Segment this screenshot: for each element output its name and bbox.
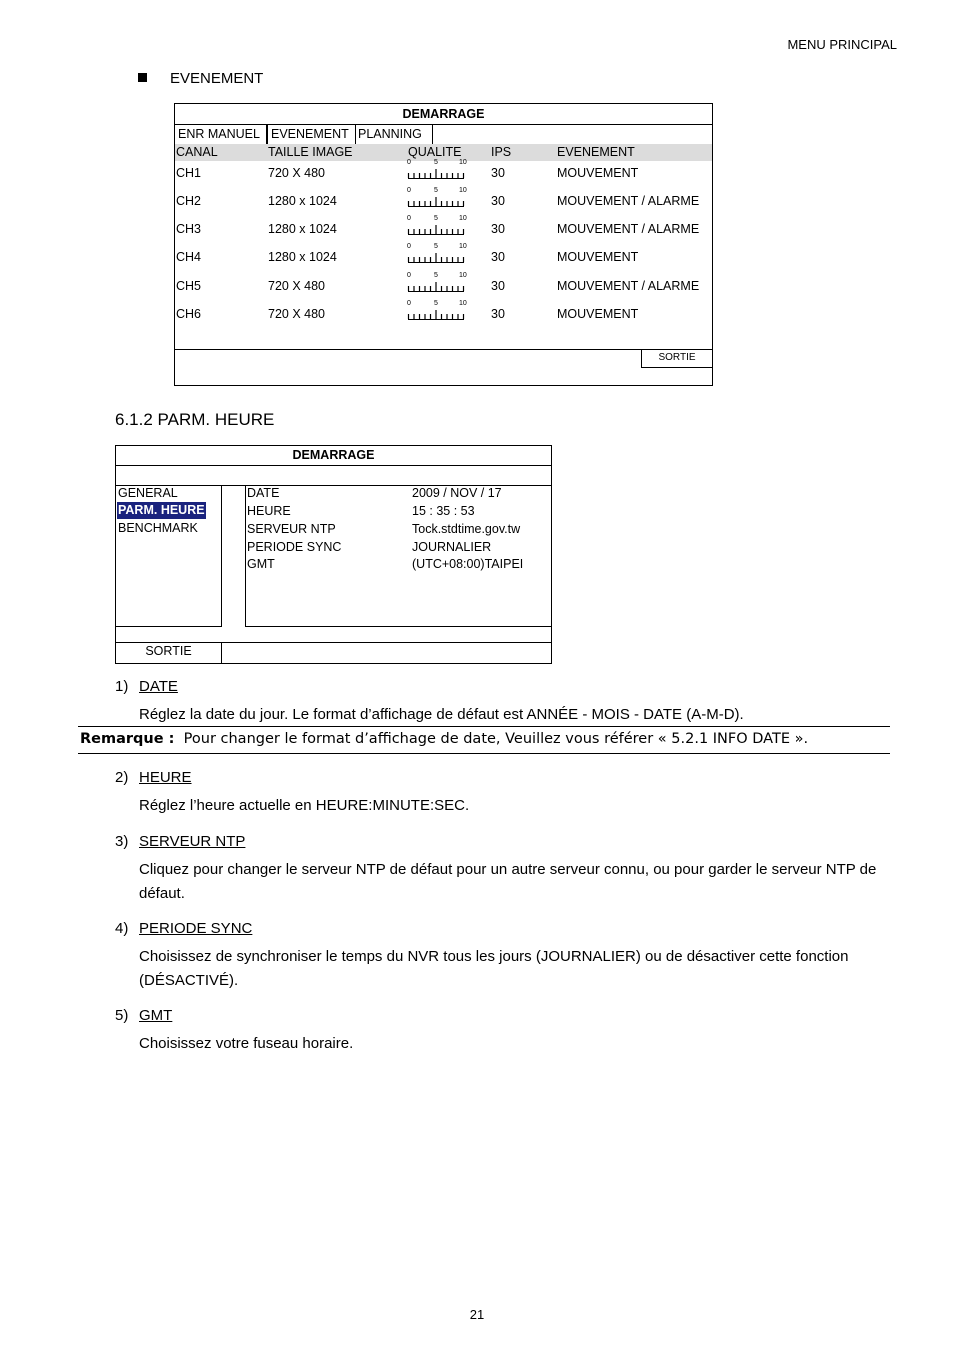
remark-label: Remarque : xyxy=(80,731,175,747)
setting-date-value[interactable]: 2009 / NOV / 17 xyxy=(412,486,502,500)
remark-box xyxy=(78,726,890,754)
quality-scale-label: 10 xyxy=(459,187,467,194)
remark-text xyxy=(80,731,808,747)
item-title: GMT xyxy=(139,1007,173,1024)
item-number: 5) xyxy=(115,1007,129,1024)
quality-scale-label: 5 xyxy=(434,300,438,307)
quality-ruler-icon xyxy=(407,196,465,208)
page-number: 21 xyxy=(469,1307,485,1322)
setting-date-label: DATE xyxy=(247,486,280,500)
time-settings-panel xyxy=(115,445,552,664)
ips-value[interactable]: 30 xyxy=(491,250,505,264)
column-evenement: EVENEMENT xyxy=(557,145,635,159)
quality-scale-label: 5 xyxy=(434,187,438,194)
item-title: SERVEUR NTP xyxy=(139,833,246,850)
quality-scale-label: 5 xyxy=(434,159,438,166)
quality-slider[interactable] xyxy=(407,215,467,236)
setting-heure-label: HEURE xyxy=(247,504,291,518)
ips-value[interactable]: 30 xyxy=(491,194,505,208)
exit-button[interactable]: SORTIE xyxy=(641,349,712,368)
quality-ruler-icon xyxy=(407,281,465,293)
quality-scale-label: 10 xyxy=(459,300,467,307)
channel-name: CH4 xyxy=(176,250,202,264)
menu-item-general[interactable]: GENERAL xyxy=(118,486,178,500)
ips-value[interactable]: 30 xyxy=(491,166,505,180)
column-canal: CANAL xyxy=(176,145,218,159)
tab-enr-manuel[interactable]: ENR MANUEL xyxy=(175,124,267,144)
remark-body: Pour changer le format d’affichage de date, Veuillez vous référer « 5.2.1 INFO DATE ». xyxy=(183,731,809,747)
image-size-value[interactable]: 1280 x 1024 xyxy=(268,222,337,236)
ips-value[interactable]: 30 xyxy=(491,279,505,293)
item-number: 3) xyxy=(115,833,129,850)
exit-button[interactable]: SORTIE xyxy=(116,642,222,663)
quality-ruler-icon xyxy=(407,309,465,321)
section-heading: 6.1.2 PARM. HEURE xyxy=(115,410,275,429)
quality-scale-label: 0 xyxy=(407,159,411,166)
setting-heure-value[interactable]: 15 : 35 : 53 xyxy=(412,504,475,518)
tab-evenement[interactable]: EVENEMENT xyxy=(267,124,356,144)
menu-item-parm-heure[interactable]: PARM. HEURE xyxy=(118,503,205,517)
image-size-value[interactable]: 720 X 480 xyxy=(268,279,325,293)
image-size-value[interactable]: 1280 x 1024 xyxy=(268,194,337,208)
setting-sync-label: PERIODE SYNC xyxy=(247,540,342,554)
channel-name: CH2 xyxy=(176,194,202,208)
column-header-row xyxy=(175,144,712,161)
item-description: Choisissez votre fuseau horaire. xyxy=(139,1035,354,1052)
channel-name: CH3 xyxy=(176,222,202,236)
item-title: HEURE xyxy=(139,769,192,786)
setting-ntp-value[interactable]: Tock.stdtime.gov.tw xyxy=(412,522,521,536)
quality-scale-label: 0 xyxy=(407,243,411,250)
item-title: DATE xyxy=(139,678,178,695)
quality-scale-label: 5 xyxy=(434,272,438,279)
quality-slider[interactable] xyxy=(407,243,467,264)
quality-slider[interactable] xyxy=(407,187,467,208)
quality-scale-label: 10 xyxy=(459,215,467,222)
image-size-value[interactable]: 720 X 480 xyxy=(268,166,325,180)
quality-scale-label: 0 xyxy=(407,300,411,307)
channel-name: CH5 xyxy=(176,279,202,293)
event-type-value[interactable]: MOUVEMENT / ALARME xyxy=(557,194,700,208)
item-title: PERIODE SYNC xyxy=(139,920,253,937)
channel-name: CH6 xyxy=(176,307,202,321)
quality-scale-label: 0 xyxy=(407,187,411,194)
item-number: 4) xyxy=(115,920,129,937)
quality-ruler-icon xyxy=(407,224,465,236)
quality-ruler-icon xyxy=(407,252,465,264)
bullet-label: EVENEMENT xyxy=(170,70,264,87)
quality-scale-label: 5 xyxy=(434,243,438,250)
quality-slider[interactable] xyxy=(407,300,467,321)
item-description: Réglez l’heure actuelle en HEURE:MINUTE:SEC. xyxy=(139,797,470,814)
time-settings-list xyxy=(245,485,552,627)
column-qualite: QUALITE xyxy=(408,145,462,159)
menu-item-benchmark[interactable]: BENCHMARK xyxy=(118,521,198,535)
setting-gmt-label: GMT xyxy=(247,557,275,571)
column-taille-image: TAILLE IMAGE xyxy=(268,145,353,159)
setting-ntp-label: SERVEUR NTP xyxy=(247,522,336,536)
event-recording-panel xyxy=(174,103,713,386)
item-number: 2) xyxy=(115,769,129,786)
quality-scale-label: 10 xyxy=(459,159,467,166)
divider xyxy=(175,349,712,350)
tab-bar xyxy=(175,124,712,145)
column-ips: IPS xyxy=(491,145,512,159)
quality-scale-label: 5 xyxy=(434,215,438,222)
ips-value[interactable]: 30 xyxy=(491,307,505,321)
item-description: Cliquez pour changer le serveur NTP de défaut pour un autre serveur connu, ou pour garder le serveur NTP de défaut. xyxy=(139,861,877,902)
quality-scale-label: 0 xyxy=(407,272,411,279)
event-type-value[interactable]: MOUVEMENT xyxy=(557,250,639,264)
quality-slider[interactable] xyxy=(407,159,467,180)
bullet-square-icon xyxy=(138,73,147,82)
item-description: Réglez la date du jour. Le format d’affichage de défaut est ANNÉE - MOIS - DATE (A-M-D). xyxy=(139,706,744,723)
ips-value[interactable]: 30 xyxy=(491,222,505,236)
event-type-value[interactable]: MOUVEMENT xyxy=(557,166,639,180)
setting-sync-value[interactable]: JOURNALIER xyxy=(412,540,492,554)
channel-name: CH1 xyxy=(176,166,202,180)
quality-scale-label: 10 xyxy=(459,243,467,250)
setting-gmt-value[interactable]: (UTC+08:00)TAIPEI xyxy=(412,557,524,571)
tab-planning[interactable]: PLANNING xyxy=(355,124,433,144)
panel-title: DEMARRAGE xyxy=(175,104,712,125)
event-type-value[interactable]: MOUVEMENT / ALARME xyxy=(557,222,700,236)
image-size-value[interactable]: 1280 x 1024 xyxy=(268,250,337,264)
panel-title: DEMARRAGE xyxy=(116,446,551,466)
quality-ruler-icon xyxy=(407,168,465,180)
quality-scale-label: 0 xyxy=(407,215,411,222)
settings-menu xyxy=(116,485,222,627)
quality-slider[interactable] xyxy=(407,272,467,293)
event-type-value[interactable]: MOUVEMENT / ALARME xyxy=(557,279,700,293)
item-description: Choisissez de synchroniser le temps du NVR tous les jours (JOURNALIER) ou de désactiver cette fonction (DÉSACTIVÉ). xyxy=(139,948,849,989)
quality-scale-label: 10 xyxy=(459,272,467,279)
image-size-value[interactable]: 720 X 480 xyxy=(268,307,325,321)
event-type-value[interactable]: MOUVEMENT xyxy=(557,307,639,321)
running-header: MENU PRINCIPAL xyxy=(787,37,897,52)
item-number: 1) xyxy=(115,678,129,695)
